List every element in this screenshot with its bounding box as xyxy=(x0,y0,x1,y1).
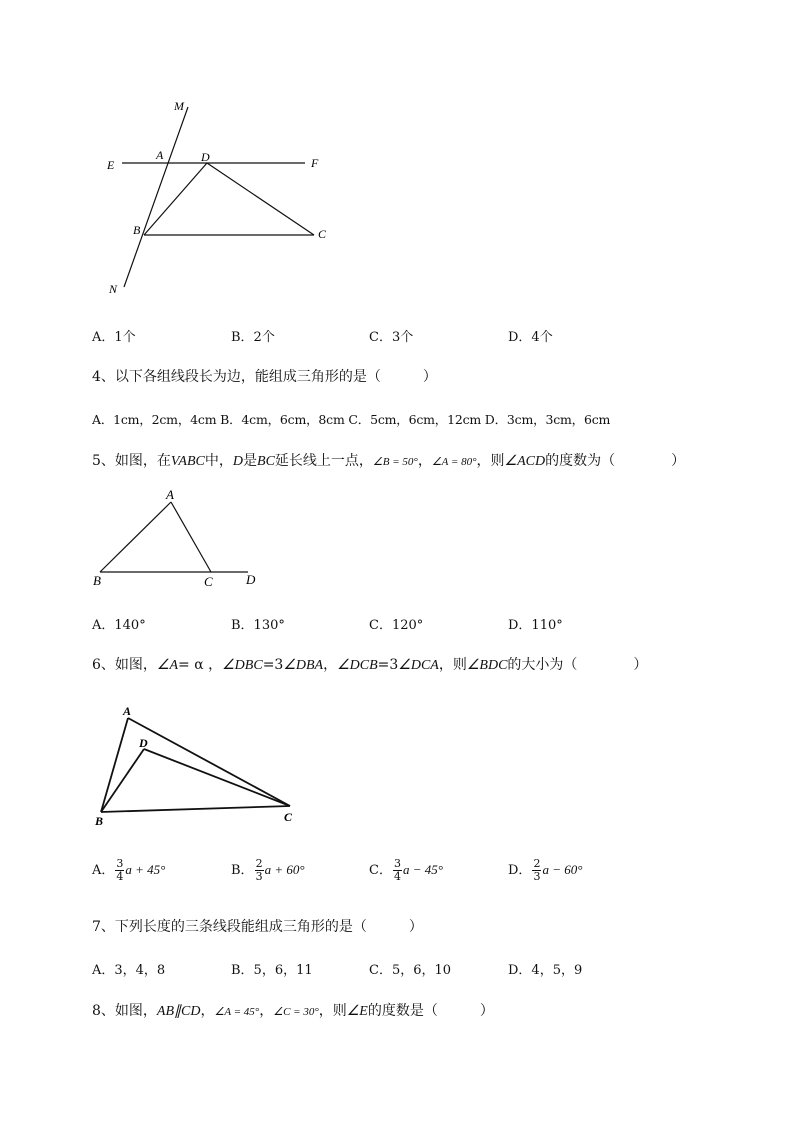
figure-triangle-extension xyxy=(88,486,268,592)
q3-option-d: D．4个 xyxy=(508,330,553,345)
q6-part: = α ， xyxy=(178,657,223,673)
option-letter: A． xyxy=(92,863,115,878)
q5-sep: ， xyxy=(417,453,432,469)
q5-mid3: 延长线上一点， xyxy=(274,453,373,469)
q5-angle-a: ∠A = 80° xyxy=(431,456,477,468)
numerator: 3 xyxy=(116,857,124,870)
q8-parallel: AB∥CD xyxy=(156,1004,201,1019)
q7-option-a: A．3，4，8 xyxy=(92,963,166,978)
q5-triangle: VABC xyxy=(170,454,205,469)
q5-option-d: D．110° xyxy=(508,618,563,633)
label-m: M xyxy=(174,99,184,113)
label-b: B xyxy=(93,573,101,588)
segment-bc xyxy=(101,806,290,812)
option-letter: C． xyxy=(369,863,392,878)
fraction xyxy=(115,858,124,883)
q8-sep: ， xyxy=(259,1003,274,1019)
label-a: A xyxy=(166,487,174,502)
label-c: C xyxy=(284,810,293,824)
option-letter: D． xyxy=(508,863,532,878)
q5-mid4: ，则 xyxy=(476,453,505,469)
label-f: F xyxy=(311,156,319,170)
q6-option-c xyxy=(369,858,443,883)
q5-option-a: A．140° xyxy=(92,618,146,633)
q6-angle-bdc: ∠BDC xyxy=(466,658,508,673)
label-b: B xyxy=(95,814,104,828)
q8-sep: ， xyxy=(200,1003,215,1019)
label-a: A xyxy=(123,704,132,718)
denominator: 4 xyxy=(393,870,401,883)
q3-option-b: B．2个 xyxy=(231,330,275,345)
q5-mid2: 是 xyxy=(243,453,258,469)
q8-suffix: 的度数是（ ） xyxy=(367,1003,494,1019)
q8-angle-a: ∠A = 45° xyxy=(214,1006,260,1018)
q6-part: 6、如图， xyxy=(92,657,157,673)
q6-angle-dba: ∠DBA xyxy=(283,658,324,673)
label-d: D xyxy=(201,150,210,164)
segment-ac xyxy=(171,502,211,572)
option-tail: a + 60° xyxy=(264,862,305,877)
q6-part: ，则 xyxy=(438,657,467,673)
q6-part: 的大小为（ ） xyxy=(507,657,648,673)
label-n: N xyxy=(109,282,118,296)
label-d: D xyxy=(139,736,148,750)
option-letter: B． xyxy=(231,863,254,878)
numerator: 2 xyxy=(255,857,263,870)
numerator: 3 xyxy=(393,857,401,870)
segment-dc xyxy=(144,749,290,806)
q5-angle-acd: ∠ACD xyxy=(504,454,546,469)
line-mn xyxy=(124,107,188,287)
q6-angle-a: ∠A xyxy=(156,658,179,673)
q5-prefix: 5、如图，在 xyxy=(92,453,171,469)
q7-stem: 7、下列长度的三条线段能组成三角形的是（ ） xyxy=(92,919,423,935)
segment-ba xyxy=(100,502,171,572)
q6-angle-dca: ∠DCA xyxy=(398,658,439,673)
q6-option-d xyxy=(508,858,582,883)
q7-option-b: B．5，6，11 xyxy=(231,963,313,978)
q6-angle-dbc: ∠DBC xyxy=(222,658,263,673)
label-d: D xyxy=(246,572,256,587)
q6-angle-dcb: ∠DCB xyxy=(337,658,378,673)
q6-part: =3 xyxy=(377,657,399,673)
q8-angle-c: ∠C = 30° xyxy=(273,1006,319,1018)
q8-stem xyxy=(92,1000,494,1020)
q3-option-a: A．1个 xyxy=(92,330,136,345)
label-b: B xyxy=(133,223,141,237)
q5-angle-b: ∠B = 50° xyxy=(372,456,418,468)
figure-lines-triangle xyxy=(100,95,340,300)
q8-prefix: 8、如图， xyxy=(92,1003,157,1019)
segment-ab xyxy=(101,718,128,812)
q5-suffix: 的度数为（ ） xyxy=(545,453,686,469)
option-tail: a + 45° xyxy=(125,862,166,877)
q6-option-b xyxy=(231,858,305,883)
q7-option-c: C．5，6，10 xyxy=(369,963,452,978)
denominator: 3 xyxy=(255,870,263,883)
label-c: C xyxy=(204,574,213,589)
segment-bd xyxy=(101,749,144,812)
q4-options: A．1cm，2cm，4cm B．4cm，6cm，8cm C．5cm，6cm，12cm D．3cm，3cm，6cm xyxy=(92,412,611,427)
q5-stem xyxy=(92,450,685,470)
q8-mid: ，则 xyxy=(318,1003,347,1019)
q6-stem xyxy=(92,654,647,674)
q4-stem: 4、以下各组线段长为边，能组成三角形的是（ ） xyxy=(92,369,437,385)
denominator: 3 xyxy=(533,870,541,883)
segment-bd xyxy=(144,163,207,235)
option-tail: a − 45° xyxy=(402,862,443,877)
q5-option-c: C．120° xyxy=(369,618,424,633)
q5-bc: BC xyxy=(257,454,275,469)
label-a: A xyxy=(156,148,164,162)
q5-option-b: B．130° xyxy=(231,618,285,633)
figure-triangle-interior-point xyxy=(90,700,305,830)
option-tail: a − 60° xyxy=(542,862,583,877)
denominator: 4 xyxy=(116,870,124,883)
q6-option-a xyxy=(92,858,165,883)
label-c: C xyxy=(318,227,327,241)
q3-option-c: C．3个 xyxy=(369,330,414,345)
label-e: E xyxy=(107,158,115,172)
fraction xyxy=(255,858,264,883)
q8-angle-e: ∠E xyxy=(346,1004,368,1019)
q5-d: D xyxy=(232,454,244,469)
fraction xyxy=(393,858,402,883)
q5-mid1: 中， xyxy=(204,453,233,469)
fraction xyxy=(532,858,541,883)
segment-dc xyxy=(207,163,314,235)
segment-ac xyxy=(128,718,290,806)
q6-part: =3 xyxy=(262,657,284,673)
numerator: 2 xyxy=(533,857,541,870)
q6-part: ， xyxy=(323,657,338,673)
q7-option-d: D．4，5，9 xyxy=(508,963,583,978)
